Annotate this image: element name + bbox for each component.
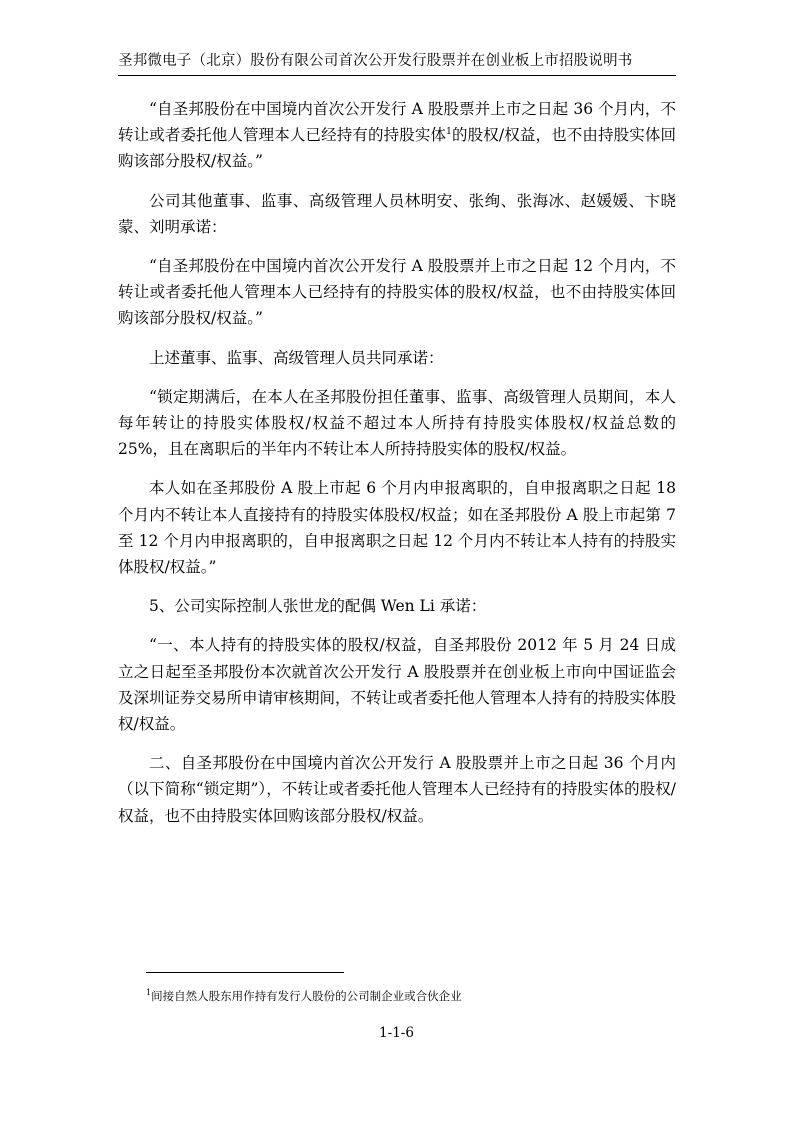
page-number: 1-1-6 xyxy=(379,1025,414,1041)
paragraph-1-text-a: “自圣邦股份在中国境内首次公开发行 A 股股票并上市之日起 36 个月内，不转让或者委托他人管理本人已经持有的持股实体 xyxy=(118,100,676,145)
document-body xyxy=(118,96,676,829)
paragraph-8: “一、本人持有的持股实体的股权/权益，自圣邦股份 2012 年 5 月 24 日成立之日起至圣邦股份本次就首次公开发行 A 股股票并在创业板上市向中国证监会及深圳证券交易所申请审核期间，不转让或者委托他人管理本人持有的持股实体股权/权益。 xyxy=(118,636,677,734)
document-header: 圣邦微电子（北京）股份有限公司首次公开发行股票并在创业板上市招股说明书 xyxy=(118,53,633,69)
paragraph-2: 公司其他董事、监事、高级管理人员林明安、张绚、张海冰、赵媛媛、卞晓蒙、刘明承诺： xyxy=(118,191,676,236)
footnote-mark: 1 xyxy=(146,988,152,998)
paragraph-3: “自圣邦股份在中国境内首次公开发行 A 股股票并上市之日起 12 个月内，不转让或者委托他人管理本人已经持有的持股实体的股权/权益，也不由持股实体回购该部分股权/权益。” xyxy=(118,257,676,328)
paragraph-6: 本人如在圣邦股份 A 股上市起 6 个月内申报离职的，自申报离职之日起 18 个月内不转让本人直接持有的持股实体股权/权益；如在圣邦股份 A 股上市起第 7 至 12 个月内申报离职的，自申报离职之日起 12 个月内不转让本人持有的持股实体股权/权益。” xyxy=(118,479,676,577)
footnote-text: 间接自然人股东用作持有发行人股份的公司制企业或合伙企业 xyxy=(151,989,462,1003)
paragraph-9: 二、自圣邦股份在中国境内首次公开发行 A 股股票并上市之日起 36 个月内（以下简称“锁定期”），不转让或者委托他人管理本人已经持有的持股实体的股权/权益，也不由持股实体回购该部分股权/权益。 xyxy=(118,754,676,825)
paragraph-4: 上述董事、监事、高级管理人员共同承诺： xyxy=(149,348,444,367)
footnote xyxy=(146,988,462,1004)
footnote-reference[interactable]: 1 xyxy=(446,127,452,138)
paragraph-1-text-b: 的股权/权益，也不由持股实体回购该部分股权/权益。” xyxy=(118,126,676,171)
footnote-divider xyxy=(146,972,344,973)
paragraph-1 xyxy=(118,96,676,175)
paragraph-7: 5、公司实际控制人张世龙的配偶 Wen Li 承诺： xyxy=(149,597,487,616)
header-divider xyxy=(118,75,676,76)
paragraph-5: “锁定期满后，在本人在圣邦股份担任董事、监事、高级管理人员期间，本人每年转让的持股实体股权/权益不超过本人所持有持股实体股权/权益总数的 25%，且在离职后的半年内不转让本人所持持股实体的股权/权益。 xyxy=(118,387,676,459)
